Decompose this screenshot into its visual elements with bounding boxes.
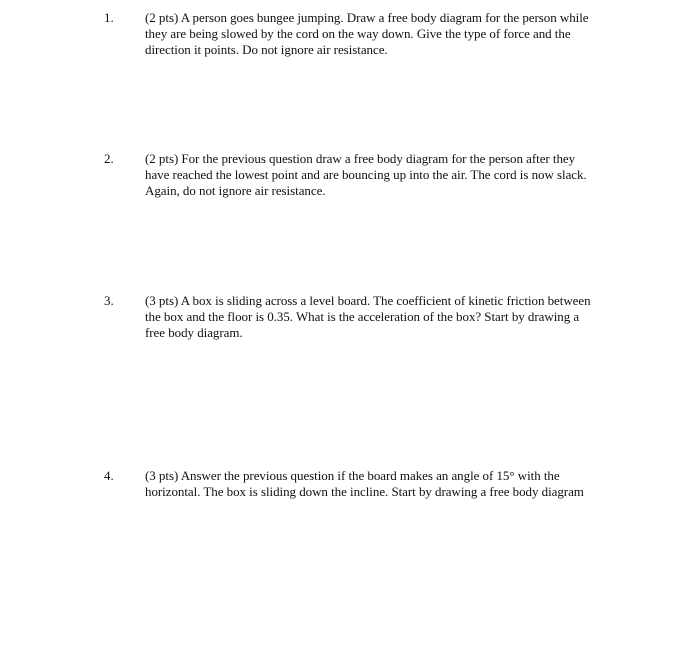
question-number: 2. [104, 151, 114, 166]
question-text: (3 pts) Answer the previous question if the board makes an angle of 15° with the horizontal. The box is sliding down the incline. Start by drawing a free body diagram [145, 468, 584, 499]
question-text: (2 pts) For the previous question draw a free body diagram for the person after they have reached the lowest point and are bouncing up into the air. The cord is now slack. Again, do not ignore air resistance. [145, 151, 587, 198]
question-number: 4. [104, 468, 114, 483]
question-number: 3. [104, 293, 114, 308]
question-text: (3 pts) A box is sliding across a level board. The coefficient of kinetic friction between the box and the floor is 0.35. What is the acceleration of the box? Start by drawing a free body diagram. [145, 293, 591, 340]
question-text: (2 pts) A person goes bungee jumping. Draw a free body diagram for the person while they are being slowed by the cord on the way down. Give the type of force and the direction it points. Do not ignore air resistance. [145, 10, 589, 57]
question-number: 1. [104, 10, 114, 25]
